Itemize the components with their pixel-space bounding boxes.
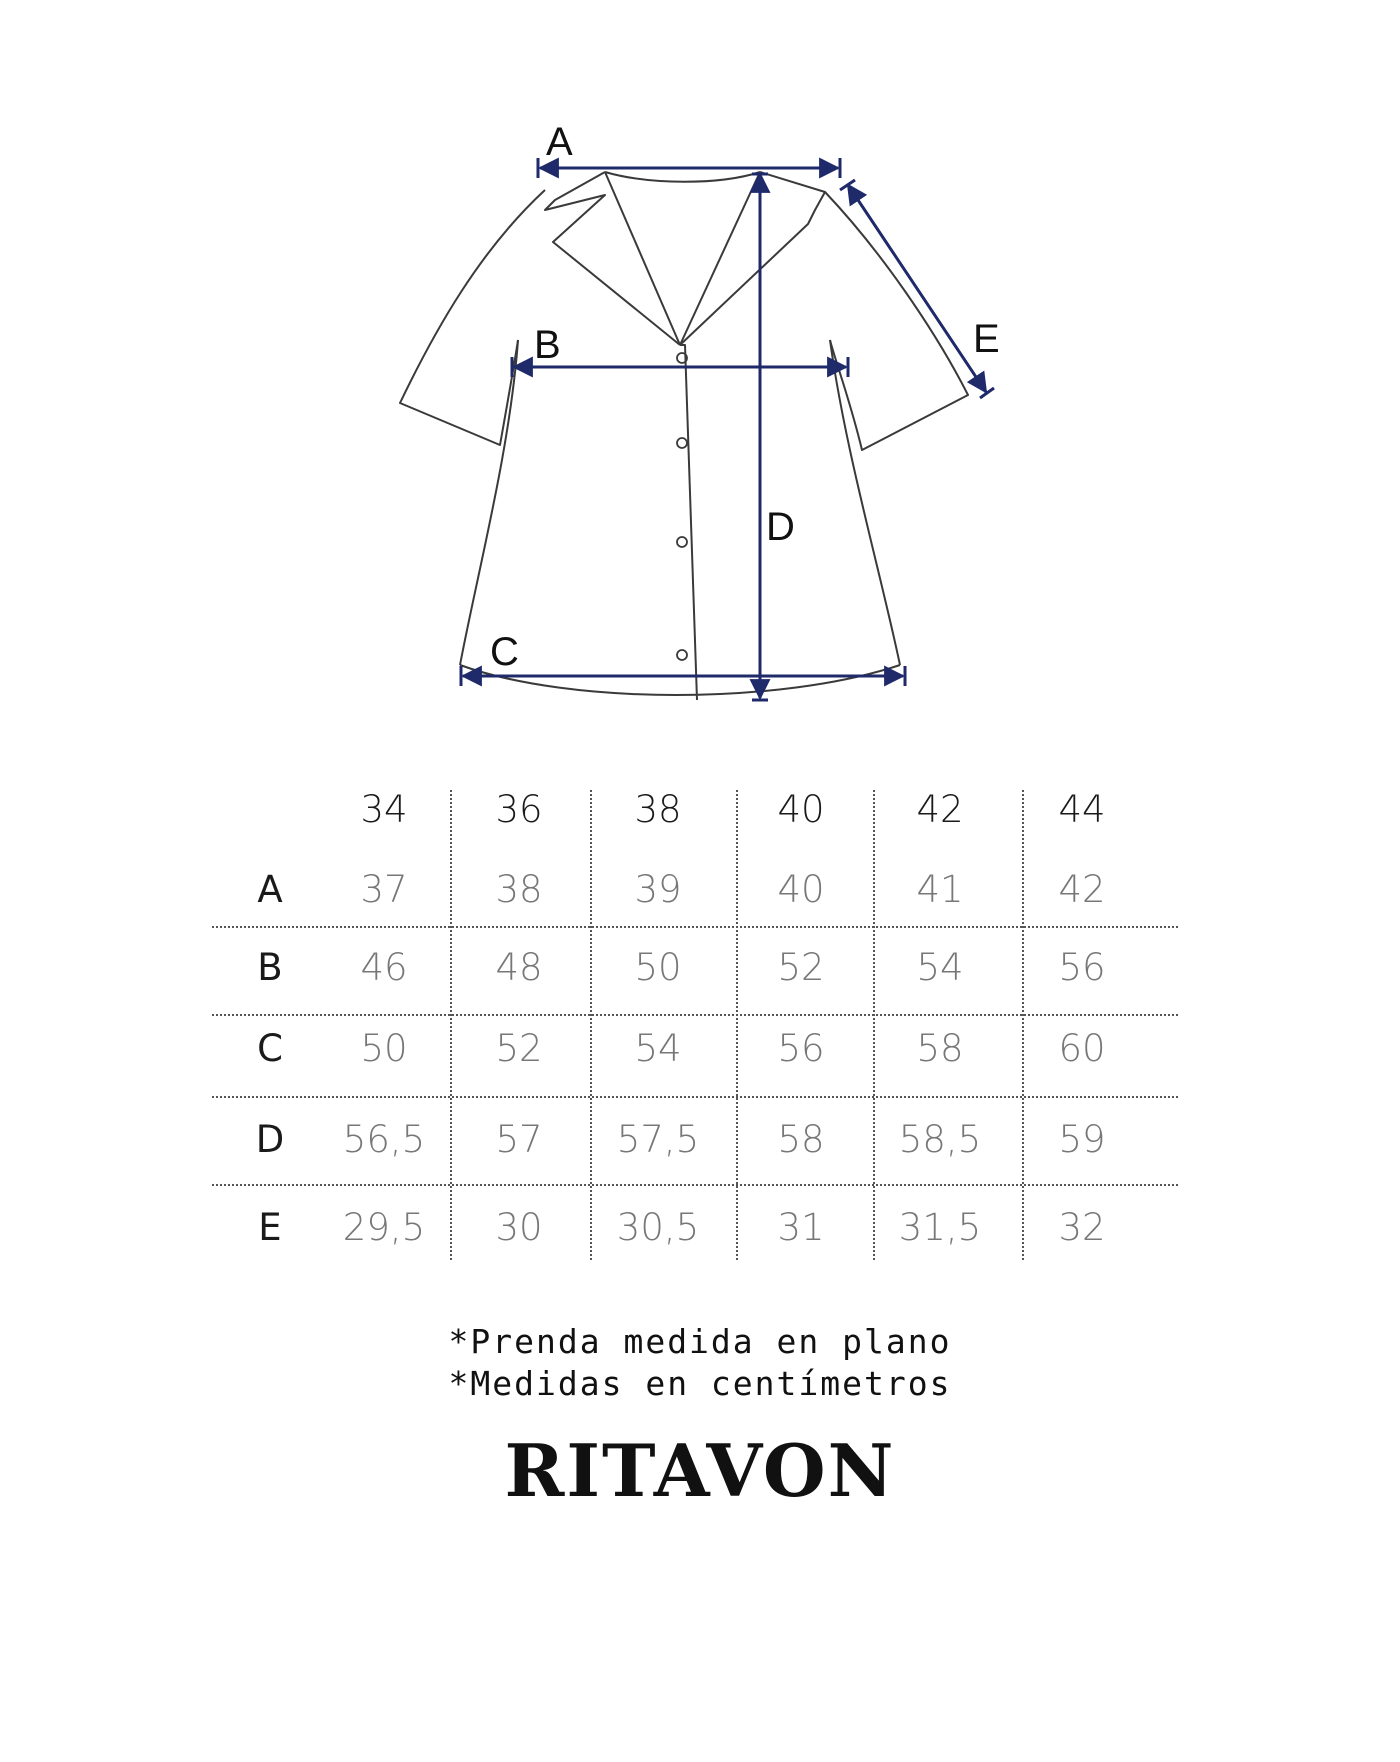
label-a: A [546, 120, 573, 164]
table-cell: 46 [360, 946, 408, 989]
row-label: E [258, 1206, 282, 1249]
table-cell: 58 [777, 1118, 825, 1161]
table-cell: 57 [495, 1118, 543, 1161]
note-units: *Medidas en centímetros [448, 1364, 952, 1403]
column-separator [590, 790, 592, 1260]
table-cell: 60 [1058, 1027, 1106, 1070]
table-cell: 31 [777, 1206, 825, 1249]
size-header: 40 [777, 788, 825, 831]
size-header: 42 [916, 788, 964, 831]
table-cell: 58 [916, 1027, 964, 1070]
size-header: 38 [634, 788, 682, 831]
shirt-outline [400, 172, 968, 700]
label-d: D [766, 505, 795, 549]
column-separator [736, 790, 738, 1260]
row-label: C [257, 1027, 283, 1070]
measure-e [848, 185, 986, 392]
table-cell: 50 [634, 946, 682, 989]
label-c: C [490, 630, 519, 674]
table-cell: 54 [634, 1027, 682, 1070]
column-separator [873, 790, 875, 1260]
table-cell: 50 [360, 1027, 408, 1070]
table-cell: 59 [1058, 1118, 1106, 1161]
size-header: 36 [495, 788, 543, 831]
table-cell: 48 [495, 946, 543, 989]
size-header: 34 [360, 788, 408, 831]
row-label: B [257, 946, 283, 989]
row-separator [212, 1014, 1178, 1016]
row-label: A [257, 868, 283, 911]
table-cell: 41 [916, 868, 964, 911]
table-cell: 56,5 [342, 1118, 426, 1161]
column-separator [450, 790, 452, 1260]
table-cell: 52 [495, 1027, 543, 1070]
table-cell: 54 [916, 946, 964, 989]
row-separator [212, 1184, 1178, 1186]
table-cell: 56 [1058, 946, 1106, 989]
label-e: E [973, 317, 1000, 361]
table-cell: 56 [777, 1027, 825, 1070]
table-cell: 42 [1058, 868, 1106, 911]
table-cell: 37 [360, 868, 408, 911]
row-label: D [255, 1118, 285, 1161]
table-cell: 30,5 [616, 1206, 700, 1249]
note-flat-measure: *Prenda medida en plano [448, 1322, 952, 1361]
table-cell: 38 [495, 868, 543, 911]
table-cell: 30 [495, 1206, 543, 1249]
table-cell: 32 [1058, 1206, 1106, 1249]
table-cell: 31,5 [898, 1206, 982, 1249]
table-cell: 39 [634, 868, 682, 911]
table-cell: 40 [777, 868, 825, 911]
column-separator [1022, 790, 1024, 1260]
row-separator [212, 926, 1178, 928]
row-separator [212, 1096, 1178, 1098]
buttons [677, 353, 687, 660]
label-b: B [534, 323, 561, 367]
garment-diagram [0, 0, 1400, 730]
size-header: 44 [1058, 788, 1106, 831]
table-cell: 57,5 [616, 1118, 700, 1161]
measurement-lines [461, 158, 994, 700]
table-cell: 58,5 [898, 1118, 982, 1161]
table-cell: 29,5 [342, 1206, 426, 1249]
brand-logo: RITAVON [504, 1428, 896, 1513]
table-cell: 52 [777, 946, 825, 989]
